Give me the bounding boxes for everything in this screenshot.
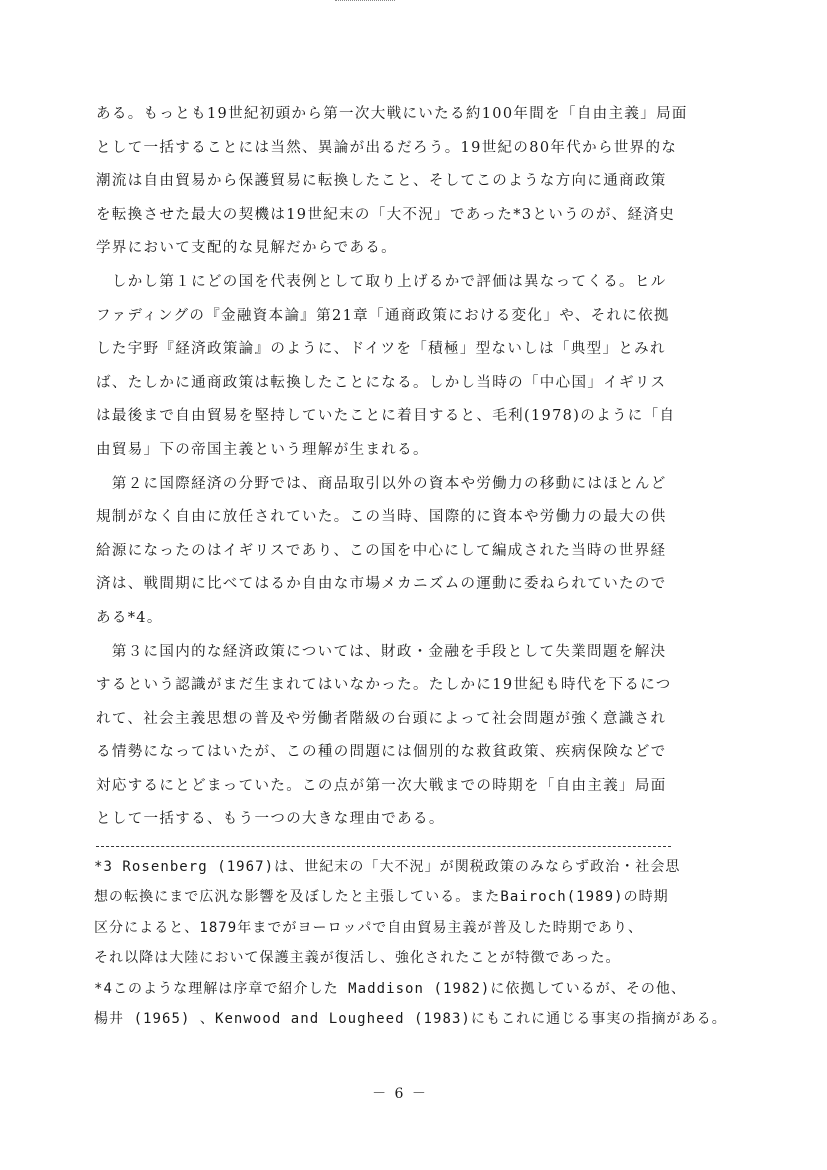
body-line: ば、たしかに通商政策は転換したことになる。しかし当時の「中心国」イギリス xyxy=(96,374,667,391)
body-line: を転換させた最大の契機は19世紀末の「大不況」であった*3というのが、経済史 xyxy=(96,206,676,223)
footnotes xyxy=(94,852,734,1034)
body-line: 済は、戦間期に比べてはるか自由な市場メカニズムの運動に委ねられていたので xyxy=(96,576,667,593)
body-line: 学界において支配的な見解だからである。 xyxy=(96,240,398,257)
footnote-line: *3 Rosenberg (1967)は、世紀末の「大不況」が関税政策のみならず政治・社会思 xyxy=(94,859,681,875)
body-line: 潮流は自由貿易から保護貿易に転換したこと、そしてこのような方向に通商政策 xyxy=(96,173,667,190)
body-line: る情勢になってはいたが、この種の問題には個別的な救貧政策、疾病保険などで xyxy=(96,744,667,761)
footnote-line: 想の転換にまで広汎な影響を及ぼしたと主張している。またBairoch(1989)の時期 xyxy=(94,889,669,906)
body-line: 第３に国内的な経済政策については、財政・金融を手段として失業問題を解決 xyxy=(96,643,667,660)
body-text xyxy=(96,98,732,837)
body-line: 給源になったのはイギリスであり、この国を中心にして編成された当時の世界経 xyxy=(96,542,667,559)
body-line: れて、社会主義思想の普及や労働者階級の台頭によって社会問題が強く意識され xyxy=(96,710,667,727)
footnote-line: 区分によると、1879年までがヨーロッパで自由貿易主義が普及した時期であり、 xyxy=(94,919,644,936)
body-line: は最後まで自由貿易を堅持していたことに着目すると、毛利(1978)のように「自 xyxy=(96,408,676,425)
body-line: した宇野『経済政策論』のように、ドイツを「積極」型ないしは「典型」とみれ xyxy=(96,341,666,358)
body-line: するという認識がまだ生まれてはいなかった。たしかに19世紀も時代を下るにつ xyxy=(96,677,672,694)
footnote-line: *4このような理解は序章で紹介した Maddison (1982)に依拠しているが、その他、 xyxy=(94,980,687,997)
footnote-line: 楊井 (1965) 、Kenwood and Lougheed (1983)にもこれに通じる事実の指摘がある。 xyxy=(94,1010,727,1027)
body-line: ある*4。 xyxy=(96,609,163,626)
body-line: ある。もっとも19世紀初頭から第一次大戦にいたる約100年間を「自由主義」局面 xyxy=(96,106,688,122)
body-line: ファディングの『金融資本論』第21章「通商政策における変化」や、それに依拠 xyxy=(96,307,670,324)
footnote-separator xyxy=(96,846,671,847)
footnote-line: それ以降は大陸において保護主義が復活し、強化されたことが特徴であった。 xyxy=(94,950,621,967)
body-line: 第２に国際経済の分野では、商品取引以外の資本や労働力の移動にはほとんど xyxy=(96,475,667,492)
body-line: 対応するにとどまっていた。この点が第一次大戦までの時期を「自由主義」局面 xyxy=(96,777,667,794)
body-line: 規制がなく自由に放任されていた。この当時、国際的に資本や労働力の最大の供 xyxy=(96,509,667,526)
body-line: しかし第１にどの国を代表例として取り上げるかで評価は異なってくる。ヒル xyxy=(96,273,667,290)
body-line: として一括する、もう一つの大きな理由である。 xyxy=(96,811,445,828)
page-number: － 6 － xyxy=(372,1086,428,1102)
scan-top-mark xyxy=(335,0,395,5)
body-line: として一括することには当然、異論が出るだろう。19世紀の80年代から世界的な xyxy=(96,139,678,156)
body-line: 由貿易」下の帝国主義という理解が生まれる。 xyxy=(96,441,429,458)
